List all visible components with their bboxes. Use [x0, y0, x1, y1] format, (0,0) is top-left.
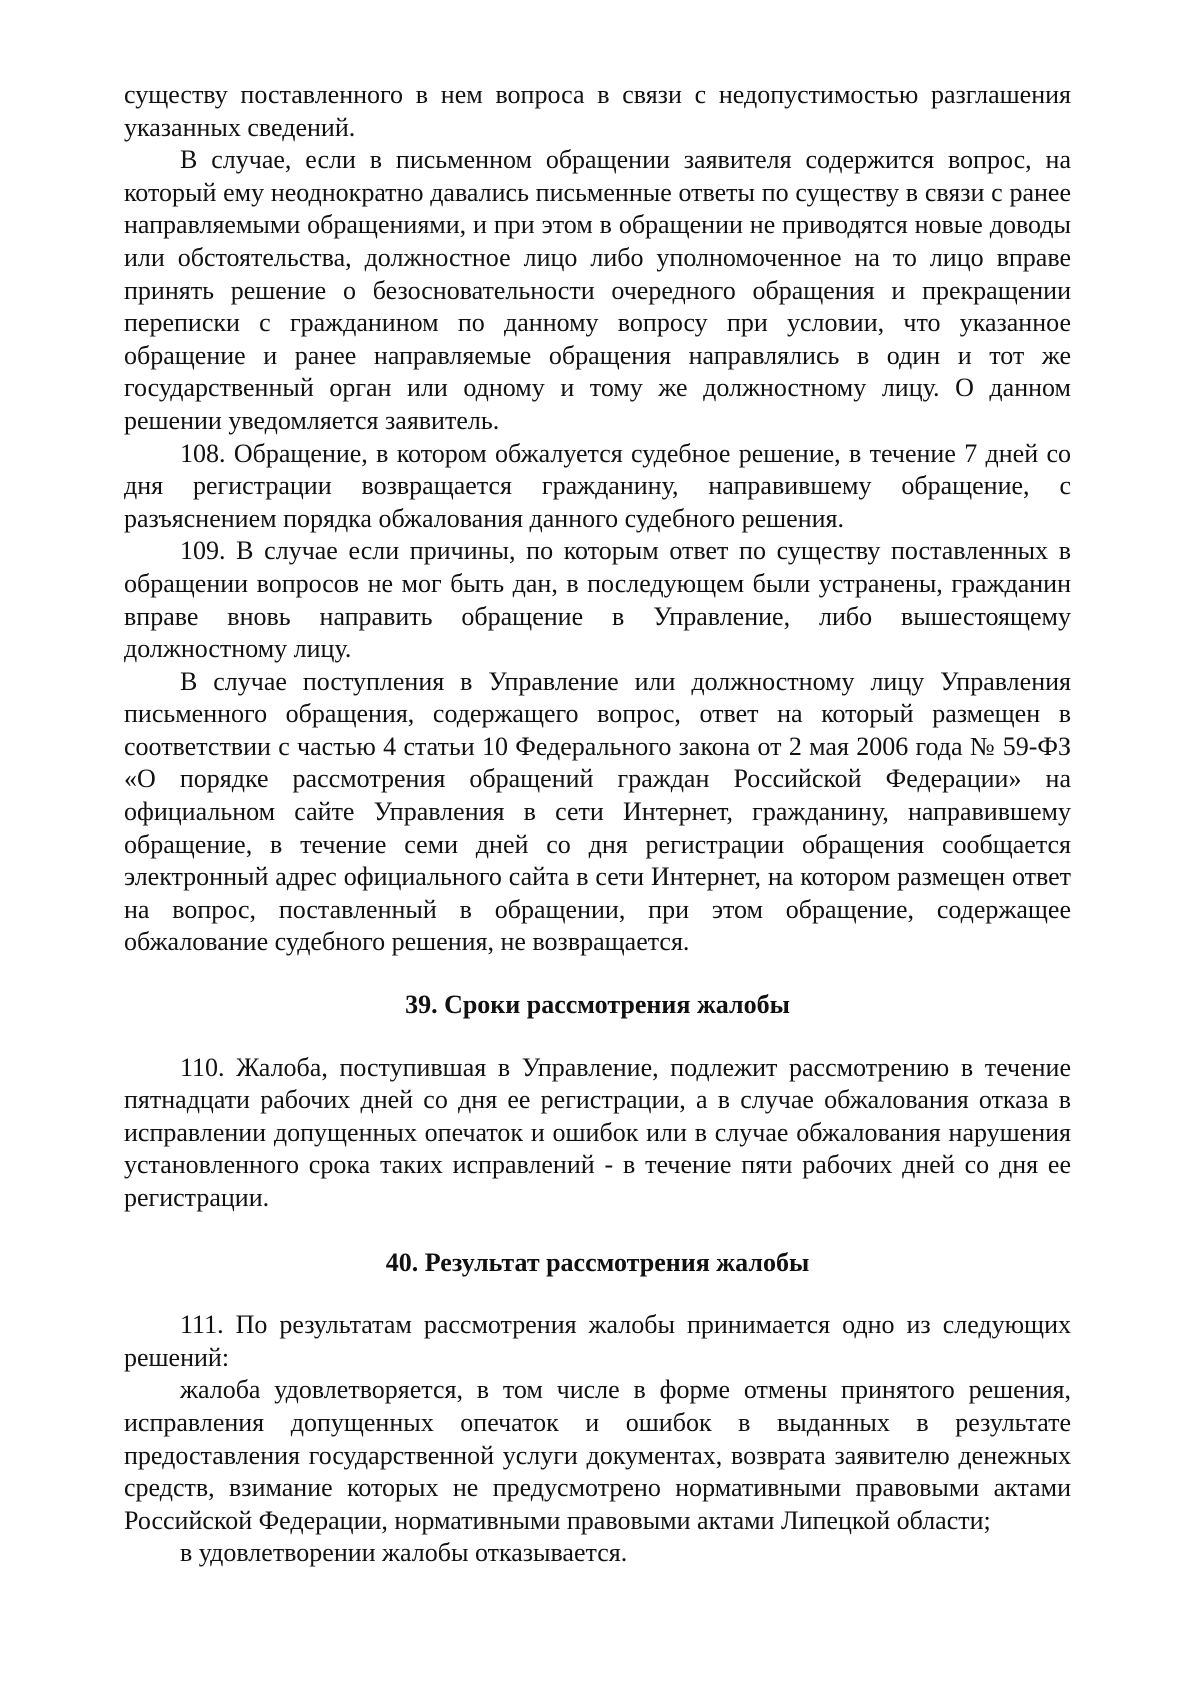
- paragraph-repeated-appeal: В случае, если в письменном обращении заявителя содержится вопрос, на который ему неоднократно давались письменные ответы по существу в связи с ранее направляемыми обращениями, и при этом в обращении не приводятся новые доводы или обстоятельства, должностное лицо либо уполномоченное на то лицо вправе принять решение о безосновательности очередного обращения и прекращении переписки с гражданином по данному вопросу при условии, что указанное обращение и ранее направляемые обращения направлялись в один и тот же государственный орган или одному и тому же должностному лицу. О данном решении уведомляется заявитель.: [124, 145, 1071, 435]
- paragraph-complaint-satisfied: жалоба удовлетворяется, в том числе в форме отмены принятого решения, исправления допущенных опечаток и ошибок в выданных в результате предоставления государственной услуги документах, возврата заявителю денежных средств, взимание которых не предусмотрено нормативными правовыми актами Российской Федерации, нормативными правовыми актами Липецкой области;: [124, 1375, 1071, 1535]
- paragraph-109: 109. В случае если причины, по которым ответ по существу поставленных в обращении вопросов не мог быть дан, в последующем были устранены, гражданин вправе вновь направить обращение в Управление, либо вышестоящему должностному лицу.: [124, 536, 1071, 664]
- paragraph-official-site: В случае поступления в Управление или должностному лицу Управления письменного обращения, содержащего вопрос, ответ на который размещен в соответствии с частью 4 статьи 10 Федерального закона от 2 мая 2006 года № 59-ФЗ «О порядке рассмотрения обращений граждан Российской Федерации» на официальном сайте Управления в сети Интернет, гражданину, направившему обращение, в течение семи дней со дня регистрации обращения сообщается электронный адрес официального сайта в сети Интернет, на котором размещен ответ на вопрос, поставленный в обращении, при этом обращение, содержащее обжалование судебного решения, не возвращается.: [124, 666, 1071, 957]
- paragraph-111: 111. По результатам рассмотрения жалобы принимается одно из следующих решений:: [124, 1310, 1071, 1372]
- paragraph-108: 108. Обращение, в котором обжалуется судебное решение, в течение 7 дней со дня регистрации возвращается гражданину, направившему обращение, с разъяснением порядка обжалования данного судебного решения.: [124, 438, 1071, 533]
- section-40-heading: 40. Результат рассмотрения жалобы: [385, 1247, 810, 1277]
- section-39-heading: 39. Сроки рассмотрения жалобы: [405, 990, 790, 1020]
- paragraph-complaint-refused: в удовлетворении жалобы отказывается.: [180, 1538, 628, 1568]
- paragraph-continuation: существу поставленного в нем вопроса в связи с недопустимостью разглашения указанных сведений.: [124, 80, 1071, 142]
- paragraph-110: 110. Жалоба, поступившая в Управление, подлежит рассмотрению в течение пятнадцати рабочих дней со дня ее регистрации, а в случае обжалования отказа в исправлении допущенных опечаток и ошибок или в случае обжалования нарушения установленного срока таких исправлений - в течение пяти рабочих дней со дня ее регистрации.: [124, 1052, 1071, 1212]
